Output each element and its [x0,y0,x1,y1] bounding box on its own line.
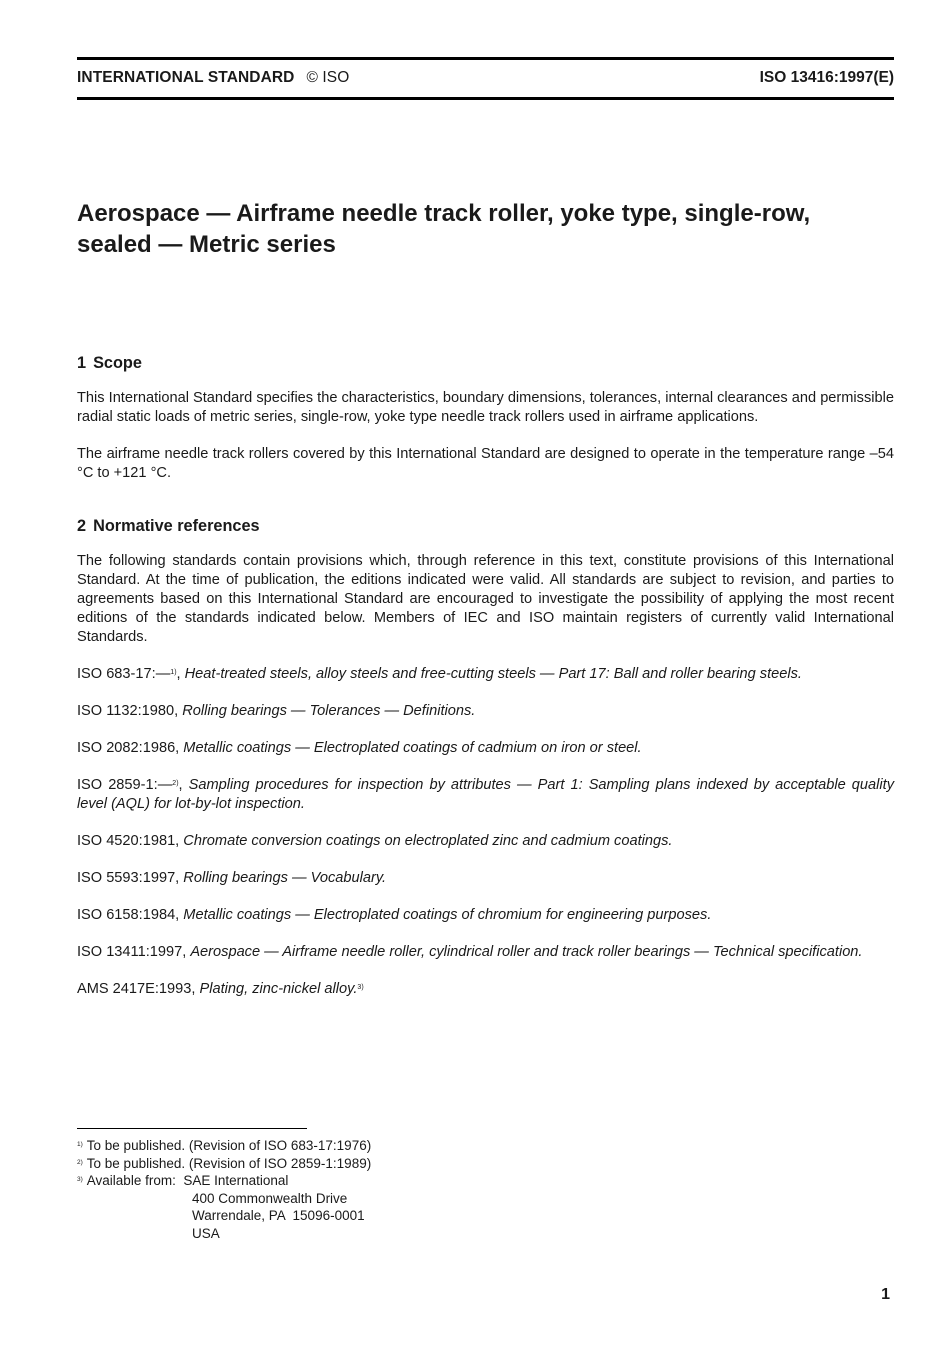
main-content [77,353,894,1017]
footnote-separator [77,1128,307,1129]
footnote-3: $^{3)}$ Available from: SAE International [77,1173,289,1189]
reference-item: ISO 2859-1:—$^{2)}$, Sampling procedures for inspection by attributes — Part 1: Sampling plans indexed by acceptable quality level (AQL) for lot-by-lot inspection. [77,777,894,812]
reference-item: ISO 4520:1981, Chromate conversion coatings on electroplated zinc and cadmium coatings. [77,833,673,849]
header-document-id: ISO 13416:1997(E) [759,69,894,86]
footnotes [77,1137,371,1243]
reference-item: ISO 5593:1997, Rolling bearings — Vocabulary. [77,870,387,886]
address-line: USA [192,1225,220,1241]
address-line: 400 Commonwealth Drive [192,1190,348,1206]
paragraph: The following standards contain provisions which, through reference in this text, constitute provisions of this International Standard. At the time of publication, the editions indicated were valid. All standards are subject to revision, and parties to agreements based on this International Standard are encouraged to investigate the possibility of applying the most recent editions of the standards indicated below. Members of IEC and ISO maintain registers of currently valid International Standards. [77,553,894,645]
running-header [77,69,894,89]
reference-item: ISO 2082:1986, Metallic coatings — Electroplated coatings of cadmium on iron or steel. [77,740,642,756]
section-scope [77,353,894,483]
reference-item: AMS 2417E:1993, Plating, zinc-nickel alloy.$^{3)}$ [77,981,364,997]
footnote-1: $^{1)}$ To be published. (Revision of ISO 683-17:1976) [77,1138,372,1153]
reference-item: ISO 683-17:—$^{1)}$, Heat-treated steels, alloy steels and free-cutting steels — Part 17: Ball and roller bearing steels. [77,666,802,682]
page-number: 1 [881,1286,890,1303]
header-standard-type: INTERNATIONAL STANDARD © ISO [77,69,350,86]
footnote-2: $^{2)}$ To be published. (Revision of ISO 2859-1:1989) [77,1155,372,1171]
paragraph: The airframe needle track rollers covered by this International Standard are designed to operate in the temperature range –54 °C to +121 °C. [77,446,894,481]
section-heading: 1 Scope [77,354,142,372]
title-line-1: Aerospace — Airframe needle track roller, yoke type, single-row, [77,200,811,227]
reference-item: ISO 1132:1980, Rolling bearings — Tolerances — Definitions. [77,703,476,719]
header-top-rule [77,57,894,60]
reference-item: ISO 13411:1997, Aerospace — Airframe needle roller, cylindrical roller and track roller bearings — Technical specification. [77,944,863,960]
section-heading: 2 Normative references [77,517,260,535]
address-line: Warrendale, PA 15096-0001 [192,1208,365,1224]
section-normative-references [77,516,894,999]
paragraph: This International Standard specifies the characteristics, boundary dimensions, tolerances, internal clearances and permissible radial static loads of metric series, single-row, yoke type needle track rollers used in airframe applications. [77,390,894,425]
header-copyright: © ISO [306,69,350,86]
reference-item: ISO 6158:1984, Metallic coatings — Electroplated coatings of chromium for engineering purposes. [77,907,712,923]
document-title [77,198,894,260]
title-line-2: sealed — Metric series [77,231,336,258]
header-bottom-rule [77,97,894,100]
